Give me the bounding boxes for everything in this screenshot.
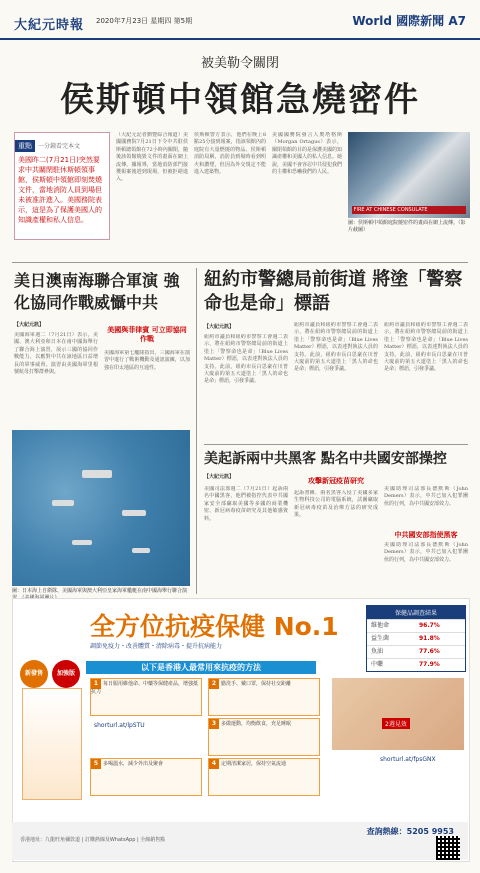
ad-subtitle: 調節免疫力・改善體質・清除病毒・提升抗病能力	[90, 643, 223, 650]
table-row: 維他命 96.7%	[367, 619, 465, 632]
divider	[12, 262, 468, 263]
hotline-phone: 查詢熱線：5205 9953	[366, 827, 454, 836]
story4-byline: 【大紀元訊】	[204, 474, 235, 480]
survey-table	[366, 605, 466, 672]
survey-table-header: 保健品調查結果	[367, 606, 465, 619]
story2-body: 美國海軍週二（7月21日）表示，美國、澳大利亞和日本在南中國海舉行了聯合海上演習，展示三國的協同作戰能力，以應對中共在該地區日益增長的軍事威脅。演習由美國海軍里根號航母打擊群參與。	[14, 332, 98, 376]
story4-body3-top: 美國助理司法部長德默斯（John Demers）表示，中共已加入犯罪團伙的行列，為中共國安部效力。	[384, 486, 468, 507]
story3-body-col3: 紐約市議員和紐約市警察工會週二表示，將在紐約市警察總局前的街道上塗上「警察命也是命」（Blue Lives Matter）標語，以表達對執法人員的支持。此前，紐約市長白思豪在川普大廈前的第五大道塗上「黑人的命也是命」標語，引發爭議。	[384, 322, 468, 373]
consulate-fire-photo	[348, 132, 470, 218]
lead-photo-caption: 圖：侯斯頓中領館庭院燒密件的畫面在網上流傳。（影片截圖）	[348, 220, 466, 233]
story3-body: 紐約市議員和紐約市警察工會週二表示，將在紐約市警察總局前的街道上塗上「警察命也是命」（Blue Lives Matter）標語，以表達對執法人員的支持。此前，紐約市長白思豪在川普大廈前的第五大道塗上「黑人的命也是命」標語，引發爭議。	[204, 334, 288, 385]
divider	[204, 444, 468, 445]
story2-body2: 美國海軍第七艦隊指出，三國海軍在演習中進行了戰術機動及通訊演練，以加強在印太地區的互通性。	[104, 350, 190, 371]
photo-news-banner: FIRE AT CHINESE CONSULATE	[352, 206, 466, 214]
ad-footer-text: 香港地址：九龍旺角彌敦道 | 訂購熱線及WhatsApp | 全線銷售點	[20, 837, 166, 843]
story3-body-col2: 紐約市議員和紐約市警察工會週二表示，將在紐約市警察總局前的街道上塗上「警察命也是命」（Blue Lives Matter）標語，以表達對執法人員的支持。此前，紐約市長白思豪在川普大廈前的第五大道塗上「黑人的命也是命」標語，引發爭議。	[294, 322, 378, 373]
naval-exercise-photo	[12, 430, 190, 586]
ship-icon	[52, 500, 74, 506]
table-row: 魚油 77.6%	[367, 645, 465, 658]
leg-before-after-image	[332, 678, 464, 750]
steps-panel	[90, 678, 324, 796]
story4-body3: 美國助理司法部長德默斯（John Demers）表示，中共已加入犯罪團伙的行列，為中共國安部效力。	[384, 542, 468, 563]
table-row: 益生菌 91.8%	[367, 632, 465, 645]
story4-body: 美國司法部週二（7月21日）起訴兩名中國黑客，他們被指控代表中共國家安全部竊取美國等多國的商業機密、新冠病毒疫苗研究及其他敏感資料。	[204, 486, 288, 522]
step-item: 1 每日服用維他命、中藥等保健產品，增強抵抗力	[90, 678, 202, 716]
story3-byline: 【大紀元訊】	[204, 324, 235, 330]
story2-byline: 【大紀元訊】	[14, 322, 45, 328]
issue-date: 2020年7月23日 星期四 第5期	[96, 17, 193, 25]
summary-tag: 重點	[15, 140, 35, 152]
leg-caption: 2週見效	[382, 718, 410, 729]
ship-icon	[72, 540, 92, 545]
newspaper-brand: 大紀元時報	[14, 18, 85, 33]
story2-subhead: 美國與菲律賓 可立即協同作戰	[107, 326, 187, 343]
summary-text: 美國昨二(7月21日)突然要求中共關閉駐休斯頓領事館，侯斯頓中領館即刻焚燒文件，當地消防人員到場但未被准許進入。美國務院表示，這是為了保護美國人的知識產權和私人信息。	[18, 156, 102, 224]
lead-body-col3: 美國國務院發言人奧塔格斯（Morgan Ortagus）表示，關閉領館的目的是保護美國的知識產權和美國人的私人信息。她說，美國不會容忍中共侵犯我們的主權和恐嚇我們的人民。	[272, 132, 342, 176]
step-item: 3 多做運動，均衡飲食，充足睡眠	[208, 718, 320, 756]
ad-url-2[interactable]: shorturl.at/fpsGNX	[380, 756, 436, 763]
ship-icon	[132, 548, 150, 553]
ship-icon	[122, 510, 146, 516]
summary-box	[14, 132, 110, 240]
step-item: 4 定期清潔家居，保持空氣流通	[208, 758, 320, 796]
product-box-image	[22, 688, 82, 800]
lead-body-col2: 侯斯頓警方表示，他們在晚上8點25分接到報案，指該領館內的庭院有大量燃燒的物品。侯斯頓消防局稱，消防員到場時看到明火和濃煙，但因為外交規定不能進入建築物。	[194, 132, 266, 176]
lead-body-col1: （大紀元記者劉豐綜合報道）美國國務院7月21日下令中共駐侯斯頓總領館在72小時內關閉，隨後該領館燒毀文件的畫面在網上流傳。據報導，當地消防部門接獲報案後趕到現場，但被拒絕進入。	[116, 132, 188, 183]
qr-code-icon[interactable]	[436, 836, 460, 860]
column-divider	[196, 268, 197, 594]
ad-title: 全方位抗疫保健 No.1	[90, 612, 339, 641]
story4-subhead2: 中共國安部指使黑客	[394, 531, 458, 539]
table-row: 中藥 77.9%	[367, 658, 465, 671]
ship-icon	[82, 470, 112, 478]
story4-body2: 起訴書稱，兩名黑客入侵了美國多家生物科技公司的電腦系統，試圖竊取新冠病毒疫苗及治療方法的研究成果。	[294, 490, 378, 519]
new-release-badge: 新發售	[20, 660, 48, 688]
lead-kicker: 被美勒令關閉	[200, 56, 279, 71]
story4-subhead1: 攻擊新冠疫苗研究	[308, 477, 364, 485]
ad-banner-bar: 以下是香港人最常用來抗疫的方法	[86, 661, 316, 674]
story3-headline: 紐約市警總局前街道 將塗「警察命也是命」標語	[204, 269, 463, 314]
step-item: 5 多喝溫水，減少外出及聚會	[90, 758, 202, 796]
enhanced-badge: 加強版	[52, 660, 80, 688]
story2-headline: 美日澳南海聯合軍演 強化協同作戰威懾中共	[14, 271, 180, 312]
summary-tag2: 一分鐘看完本文	[38, 143, 81, 150]
section-label: World 國際新聞 A7	[352, 14, 466, 28]
story4-headline: 美起訴兩中共黑客 點名中共國安部操控	[204, 451, 447, 467]
story2-photo-caption: 圖：日本海上自衛隊、美國海軍與澳大利亞皇家海軍艦艇在南中國海舉行聯合演	[12, 588, 188, 594]
ad-url-1[interactable]: shorturl.at/lpSTU	[94, 722, 145, 729]
lead-headline: 侯斯頓中領館急燒密件	[60, 80, 420, 120]
step-item: 2 勤洗手、戴口罩，保持社交距離	[208, 678, 320, 716]
